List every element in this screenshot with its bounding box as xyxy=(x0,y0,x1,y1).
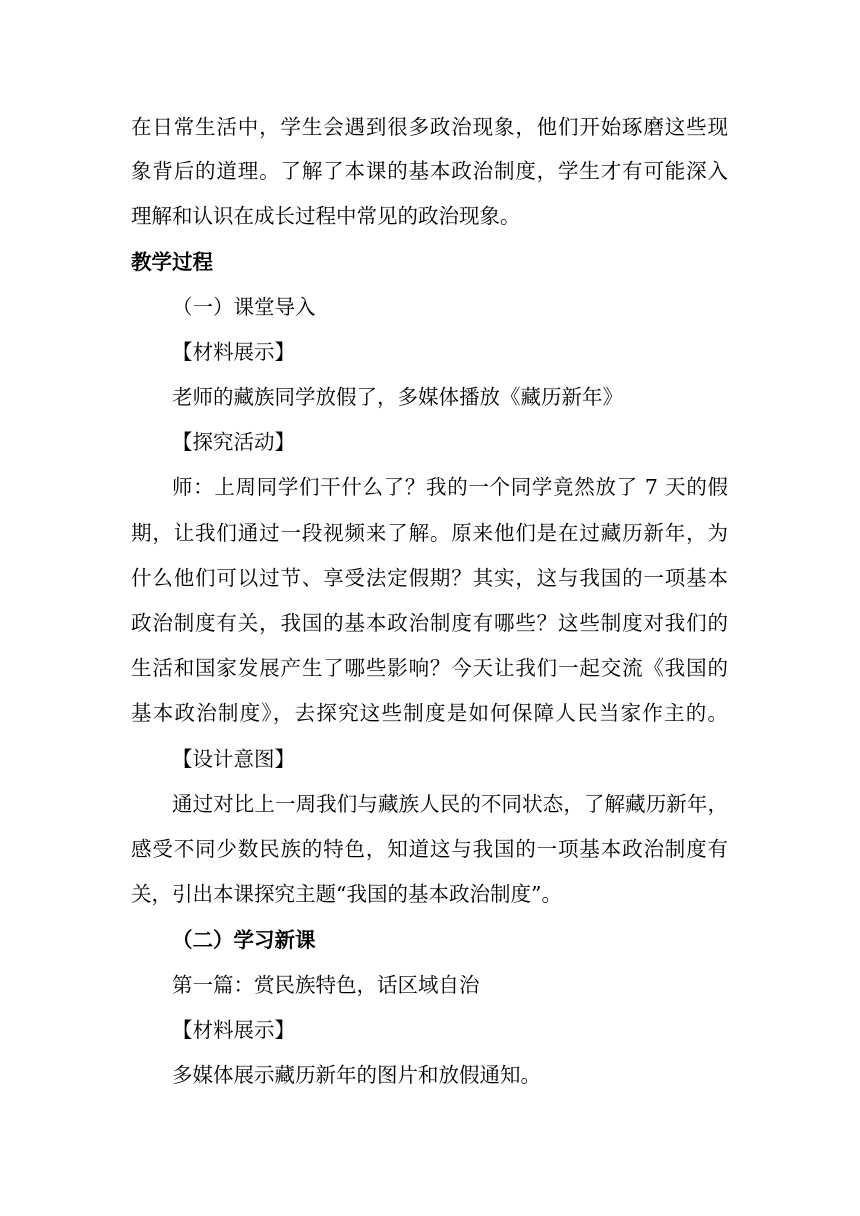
intro-line-1: 在日常生活中，学生会遇到很多政治现象，他们开始琢磨这些现 xyxy=(131,115,728,139)
section-title-class-intro: （一）课堂导入 xyxy=(172,295,316,319)
design-line-2: 感受不同少数民族的特色，知道这与我国的一项基本政治制度有 xyxy=(131,837,728,861)
explore-line-3: 什么他们可以过节、享受法定假期？其实，这与我国的一项基本 xyxy=(131,566,728,590)
explore-label: 【探究活动】 xyxy=(172,430,295,454)
explore-line-4: 政治制度有关，我国的基本政治制度有哪些？这些制度对我们的 xyxy=(131,611,728,635)
explore-line-2: 期，让我们通过一段视频来了解。原来他们是在过藏历新年，为 xyxy=(131,521,728,545)
section-title-new-lesson: （二）学习新课 xyxy=(172,928,316,952)
explore-line-5: 生活和国家发展产生了哪些影响？今天让我们一起交流《我国的 xyxy=(131,656,728,680)
intro-line-2: 象背后的道理。了解了本课的基本政治制度，学生才有可能深入 xyxy=(131,159,728,183)
explore-line-6: 基本政治制度》，去探究这些制度是如何保障人民当家作主的。 xyxy=(131,701,728,725)
material-text: 老师的藏族同学放假了，多媒体播放《藏历新年》 xyxy=(172,385,623,409)
part-one-title: 第一篇：赏民族特色，话区域自治 xyxy=(172,973,480,997)
heading-teaching-process: 教学过程 xyxy=(131,250,213,274)
intro-line-3: 理解和认识在成长过程中常见的政治现象。 xyxy=(131,204,521,228)
design-line-3: 关，引出本课探究主题“我国的基本政治制度”。 xyxy=(131,882,562,906)
explore-line-1: 师：上周同学们干什么了？我的一个同学竟然放了 7 天的假 xyxy=(172,475,728,499)
design-intent-label: 【设计意图】 xyxy=(172,747,295,771)
design-line-1: 通过对比上一周我们与藏族人民的不同状态，了解藏历新年， xyxy=(172,792,728,816)
material-label: 【材料展示】 xyxy=(172,340,295,364)
material-label-2: 【材料展示】 xyxy=(172,1018,295,1042)
material-text-2: 多媒体展示藏历新年的图片和放假通知。 xyxy=(172,1063,541,1087)
